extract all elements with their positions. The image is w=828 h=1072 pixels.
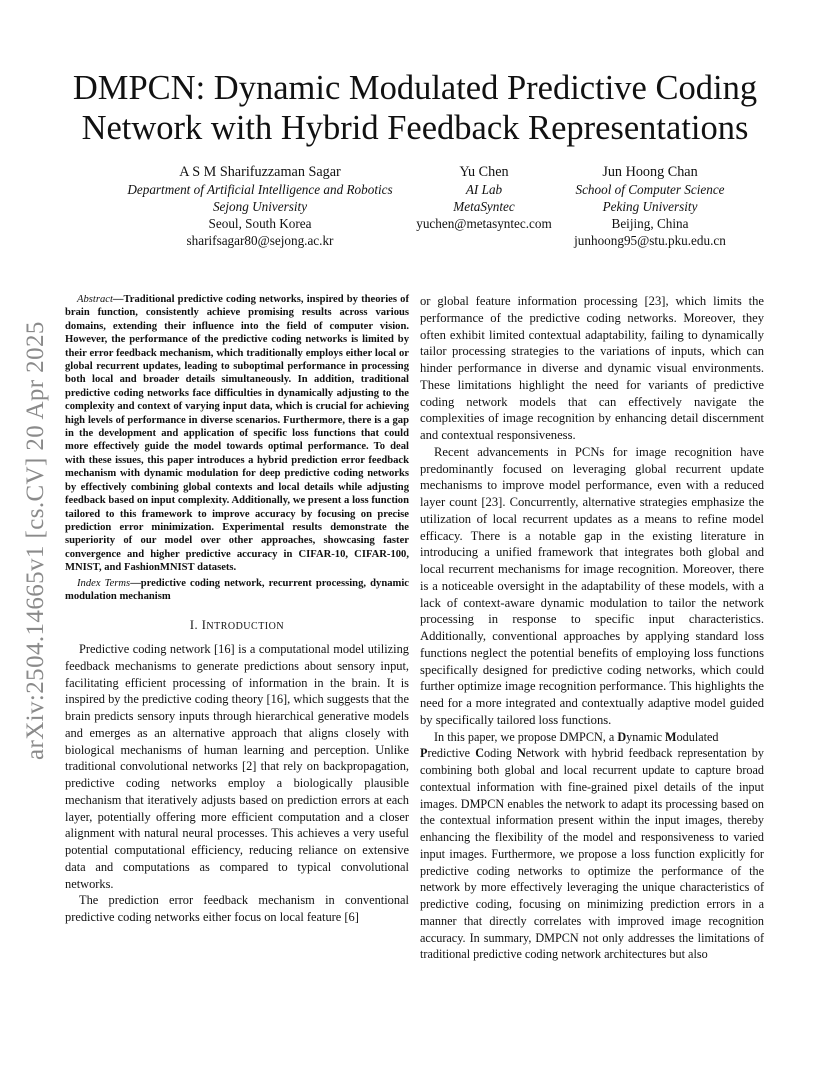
author-department: AI Lab	[465, 182, 503, 197]
paragraph: or global feature information processing [23], which limits the performance of the predictive coding networks. Moreover, they often exhibit limited contextual adaptability, failing to dynamically tailor processing strategies to the variations of inputs, which can hinder performance in diverse and dynamic visual environments. These limitations highlight the need for variants of predictive coding network models that can effectively navigate the complexities of image recognition by enhancing detail discernment and contextual responsiveness.	[420, 294, 764, 442]
acronym-letter: C	[475, 746, 485, 761]
paragraph: The prediction error feedback mechanism in conventional predictive coding networks either focus on local feature [6]	[65, 893, 409, 925]
index-terms-lead: Index Terms	[77, 577, 131, 589]
paragraph: Predictive coding network [16] is a computational model utilizing feedback mechanisms to generate predictions about sensory input, facilitating efficient processing of information in the brain. It is inspired by the predictive coding theory [16], which suggests that the brain predicts sensory inputs through hierarchical generative models and emerges as an alternative approach that aligns closely with biological mechanisms of human learning and perception. Unlike traditional convolutional networks [2] that rely on backpropagation, predictive coding networks employ a biologically plausible mechanism that iteratively adjusts based on prediction errors at each layer, potentially offering more efficient computation and a closer alignment with natural neural processes. This achieves a very useful potential computational efficiency, reducing reliance on extensive data and computations as compared to typical convolutional networks.	[65, 642, 409, 891]
index-terms-text: —predictive coding network, recurrent processing, dynamic modulation mechanism	[65, 577, 409, 602]
index-terms	[65, 577, 409, 604]
section-name: NTRODUCTION	[206, 621, 285, 633]
author-department: School of Computer Science	[575, 182, 725, 197]
arxiv-identifier: arXiv:2504.14665v1 [cs.CV] 20 Apr 2025	[22, 321, 49, 760]
text-run: odulated	[676, 729, 719, 744]
section-numeral: I. I	[189, 618, 207, 633]
abstract	[65, 293, 409, 575]
author-department: Department of Artificial Intelligence and Robotics	[127, 182, 393, 197]
author-email: junhoong95@stu.pku.edu.cn	[574, 233, 726, 248]
author-location: Beijing, China	[611, 216, 689, 231]
abstract-lead: Abstract	[77, 294, 113, 305]
author-name: A S M Sharifuzzaman Sagar	[179, 164, 341, 180]
author-email: yuchen@metasyntec.com	[416, 216, 552, 231]
author-email: sharifsagar80@sejong.ac.kr	[186, 233, 334, 248]
acronym-letter: D	[617, 729, 627, 744]
paragraph-contribution	[420, 729, 764, 964]
author-block	[550, 163, 750, 249]
author-organization: Peking University	[602, 199, 698, 214]
left-column	[65, 293, 409, 926]
author-name: Yu Chen	[459, 164, 509, 180]
acronym-letter: P	[420, 746, 428, 761]
paper-title	[70, 68, 760, 148]
author-block	[80, 163, 440, 249]
text-run: redictive	[427, 746, 476, 761]
author-location: Seoul, South Korea	[208, 216, 312, 231]
acronym-letter: M	[665, 729, 677, 744]
text-run: In this paper, we propose DMPCN, a	[434, 729, 618, 744]
abstract-text: —Traditional predictive coding networks, inspired by theories of brain function, consistently achieve promising results across various domains, extending their influence into the field of computer vision. However, the performance of the predictive coding networks is limited by their error feedback mechanism, which traditionally employs either local or global recurrent updates, leading to suboptimal performance in processing both local and broader details simultaneously. In addition, traditional predictive coding networks face difficulties in dynamically adjusting to the complexity and context of varying input data, which is crucial for achieving high levels of performance in diverse scenarios. Furthermore, there is a gap in the development and application of specific loss functions that could more effectively guide the model towards optimal performance. To deal with these issues, this paper introduces a hybrid prediction error feedback mechanism with dynamic modulation for deep predictive coding networks by effectively combining global contexts and local details while adjusting feedback based on input complexity. Additionally, we present a loss function tailored to this framework to improve accuracy by focusing on precise prediction error minimization. Experimental results demonstrate the superiority of our model over other approaches, showcasing faster convergence and higher predictive accuracy in CIFAR-10, CIFAR-100, MNIST, and FashionMNIST datasets.	[65, 294, 409, 574]
section-heading	[65, 617, 409, 636]
text-run: ynamic	[626, 729, 666, 744]
acronym-letter: N	[516, 746, 526, 761]
right-column	[420, 293, 764, 963]
text-run: etwork with hybrid feedback representation by combining both global and local recurrent update to capture broad contextual information with fine-grained pixel details of the input images. DMPCN enables the network to adapt its processing based on the contextual information present within the input images, thereby enhancing the flexibility of the model and responsiveness to varied input images. Furthermore, we propose a loss function explicitly for predictive coding networks to optimize the performance of the network by more effectively leveraging the unique characteristics of predictive coding, focusing on minimizing prediction errors in a manner that directly correlates with improved image recognition accuracy. In summary, DMPCN not only addresses the limitations of traditional predictive coding network architectures but also	[420, 746, 764, 962]
author-organization: Sejong University	[212, 199, 308, 214]
title-line-1: DMPCN: Dynamic Modulated Predictive Coding	[72, 69, 758, 107]
paragraph: Recent advancements in PCNs for image recognition have predominantly focused on leveraging global recurrent update mechanisms to improve model performance, even with a reduced layer count [23]. Concurrently, alternative strategies emphasize the utilization of local recurrent updates as a means to refine model efficacy. There is a notable gap in the existing literature in introducing a unified framework that integrates both global and local recurrent mechanisms for image recognition. Moreover, there is a noticeable oversight in the adaptability of these models, with a lack of context-aware dynamic modulation to tailor the network processing in response to specific input characteristics. Additionally, conventional approaches by applying standard loss functions neglect the potential benefits of employing loss functions specifically designed for predictive coding networks, which could further optimize image recognition performance. This highlights the need for a more integrated and contextually adaptive model guided by specifically tailored loss functions.	[420, 444, 764, 727]
text-run: oding	[484, 746, 517, 761]
author-name: Jun Hoong Chan	[602, 164, 698, 180]
author-organization: MetaSyntec	[453, 199, 515, 214]
title-line-2: Network with Hybrid Feedback Representations	[81, 109, 749, 147]
